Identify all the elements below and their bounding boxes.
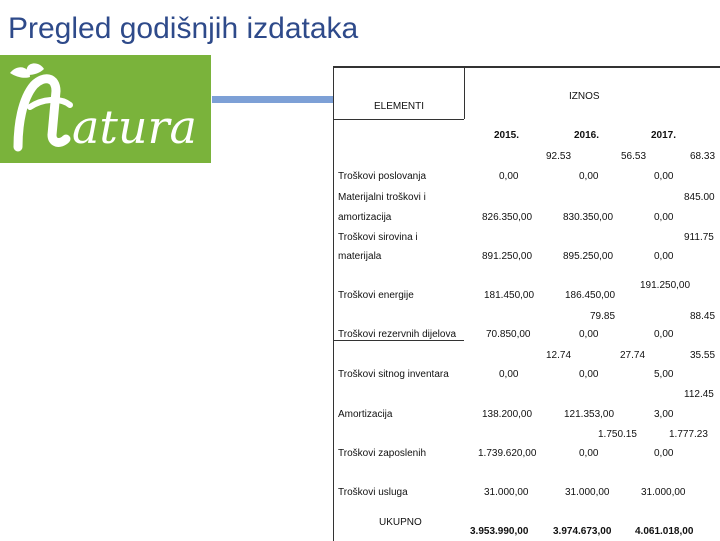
cell-2015: 826.350,00 <box>482 212 533 223</box>
stray-value: 35.55 <box>690 350 716 361</box>
cell-2017: 5,00 <box>654 369 674 380</box>
header-iznos: IZNOS <box>569 91 600 102</box>
row-label: Troškovi poslovanja <box>338 171 427 182</box>
table-divider-header <box>464 67 465 119</box>
cell-2016: 895.250,00 <box>563 251 614 262</box>
stray-value: 27.74 <box>620 350 646 361</box>
cell-2016: 0,00 <box>579 329 599 340</box>
natura-logo <box>0 55 211 163</box>
svg-text:atura: atura <box>72 100 197 154</box>
cell-2016: 31.000,00 <box>565 487 610 498</box>
cell-2016: 0,00 <box>579 369 599 380</box>
stray-value: 1.750.15 <box>598 429 637 440</box>
cell-2017: 0,00 <box>654 212 674 223</box>
stray-value: 88.45 <box>690 311 716 322</box>
cell-2015: 0,00 <box>499 171 519 182</box>
cell-2015: 138.200,00 <box>482 409 533 420</box>
year-2017: 2017. <box>651 130 677 141</box>
row-label: Troškovi sirovina i <box>338 232 418 243</box>
table-divider-row <box>334 340 464 341</box>
expense-table <box>333 66 720 541</box>
row-label: Amortizacija <box>338 409 393 420</box>
stray-value: 12.74 <box>546 350 572 361</box>
row-label: Troškovi zaposlenih <box>338 448 427 459</box>
cell-2017: 0,00 <box>654 329 674 340</box>
cell-2016: 186.450,00 <box>565 290 616 301</box>
row-label: Troškovi energije <box>338 290 414 301</box>
cell-2015: 181.450,00 <box>484 290 535 301</box>
cell-2016: 0,00 <box>579 448 599 459</box>
cell-2015: 1.739.620,00 <box>478 448 537 459</box>
stray-value: 911.75 <box>684 232 714 243</box>
row-label: Troškovi rezervnih dijelova <box>338 329 457 340</box>
stray-value: 56.53 <box>621 151 647 162</box>
cell-2015: 70.850,00 <box>486 329 531 340</box>
row-label-continued: materijala <box>338 251 382 262</box>
stray-value: 92.53 <box>546 151 572 162</box>
table-border-top <box>334 67 720 68</box>
cell-2015: 0,00 <box>499 369 519 380</box>
stray-value: 68.33 <box>690 151 716 162</box>
stray-value: 1.777.23 <box>669 429 708 440</box>
cell-2015: 31.000,00 <box>484 487 529 498</box>
cell-2017: 0,00 <box>654 251 674 262</box>
total-2017: 4.061.018,00 <box>635 526 694 537</box>
row-label: Troškovi usluga <box>338 487 408 498</box>
page-title: Pregled godišnjih izdataka <box>8 12 359 45</box>
year-2015: 2015. <box>494 130 520 141</box>
natura-logo-mark <box>0 55 211 163</box>
table-divider-elements <box>334 119 464 120</box>
stray-value: 845.00 <box>684 192 715 203</box>
header-elements: ELEMENTI <box>374 101 425 112</box>
row-label: Materijalni troškovi i <box>338 192 426 203</box>
total-2015: 3.953.990,00 <box>470 526 529 537</box>
cell-2017: 3,00 <box>654 409 674 420</box>
cell-2016: 830.350,00 <box>563 212 614 223</box>
total-label: UKUPNO <box>379 517 422 528</box>
cell-2017: 31.000,00 <box>641 487 686 498</box>
cell-2016: 0,00 <box>579 171 599 182</box>
total-2016: 3.974.673,00 <box>553 526 612 537</box>
cell-2017: 0,00 <box>654 171 674 182</box>
row-label-continued: amortizacija <box>338 212 392 223</box>
stray-value: 112.45 <box>684 389 714 400</box>
row-label: Troškovi sitnog inventara <box>338 369 449 380</box>
cell-2017: 191.250,00 <box>640 280 691 291</box>
cell-2016: 121.353,00 <box>564 409 615 420</box>
year-2016: 2016. <box>574 130 600 141</box>
stray-value: 79.85 <box>590 311 616 322</box>
cell-2017: 0,00 <box>654 448 674 459</box>
cell-2015: 891.250,00 <box>482 251 533 262</box>
